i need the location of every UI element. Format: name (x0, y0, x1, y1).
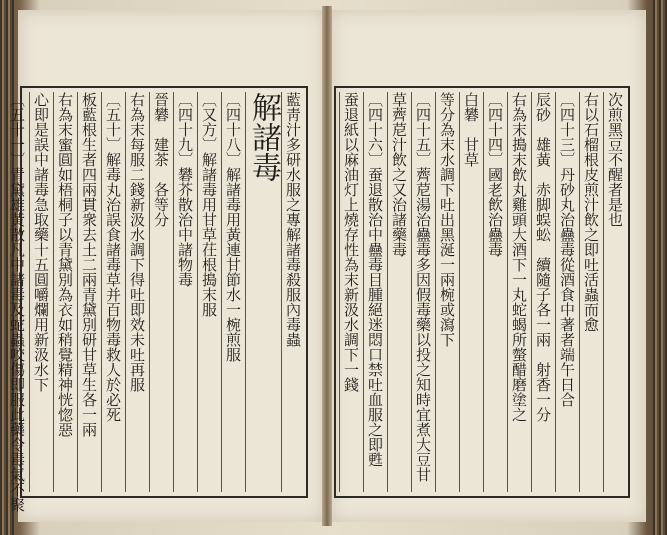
left-col-8: 〔五十〕解毒丸治誤食諸毒草并百物毒救人於必死 (101, 92, 124, 492)
right-col-6: 〔四十四〕國老飲治蠱毒 (483, 92, 506, 492)
right-col-12: 蚕退紙以麻油灯上燒存性為末新汲水調下一錢 (339, 92, 362, 492)
left-col-4: 〔又方〕解諸毒用甘草茌根搗末服 (197, 92, 220, 492)
right-col-8: 等分為末水調下吐出黑涎一兩椀或瀉下 (435, 92, 458, 492)
right-col-4: 辰砂 雄黃 赤脚蜈蚣 續隨子各一兩 射香一分 (531, 92, 554, 492)
left-col-1: 藍靑汁多研水服之專解諸毒殺服內毒蟲 (281, 92, 304, 492)
right-col-2: 右以石榴根皮煎汁飲之即吐活蟲而愈 (579, 92, 602, 492)
left-col-7: 右為末每服二錢新汲水調下得吐即效未吐再服 (125, 92, 148, 492)
book-gutter (322, 6, 332, 526)
left-col-10: 右為末蜜圓如梧桐子以青黛別為衣如稍覺精神恍惚惡 (53, 92, 76, 492)
right-col-1: 次煎黑豆不醒者是也 (603, 92, 626, 492)
left-col-6: 晉礬 建茶 各等分 (149, 92, 172, 492)
left-col-title: 解諸毒 (245, 92, 280, 492)
right-col-3: 〔四十三〕丹砂丸治蠱毒從酒食中著者端午日合 (555, 92, 578, 492)
right-col-13 (336, 92, 338, 492)
right-text-frame (334, 86, 630, 498)
right-col-9: 〔四十五〕薺苨湯治蠱毒多因假毒藥以投之知時宜煮大豆甘 (411, 92, 434, 492)
left-text-frame (8, 86, 308, 512)
right-page-edges (653, 0, 667, 535)
right-col-7: 白礬 甘草 (459, 92, 482, 492)
left-col-11: 心即是誤中諸毒急取藥十五圓嚼爛用新汲水下 (29, 92, 52, 492)
right-col-10: 草薺苨汁飲之又治諸藥毒 (387, 92, 410, 492)
left-col-5: 〔四十九〕礬芥散治中諸物毒 (173, 92, 196, 492)
left-col-9: 板藍根生者四兩貫衆去土二兩青黛別研甘草生各一兩 (77, 92, 100, 492)
right-col-11: 〔四十六〕蚕退散治中蠱毒目腫絕迷悶口禁吐血服之即甦 (363, 92, 386, 492)
left-col-3: 〔四十八〕解諸毒用黃連甘節水一椀煎服 (221, 92, 244, 492)
left-col-12: 〔五十一〕青黛雄黃散凡中諸毒及蛇蟲咬傷即服此藥令毒氣不聚 (8, 92, 26, 512)
right-col-5: 右為末搗末飲丸雞頭大酒下一丸蛇蝎所螫醋磨塗之 (507, 92, 530, 492)
